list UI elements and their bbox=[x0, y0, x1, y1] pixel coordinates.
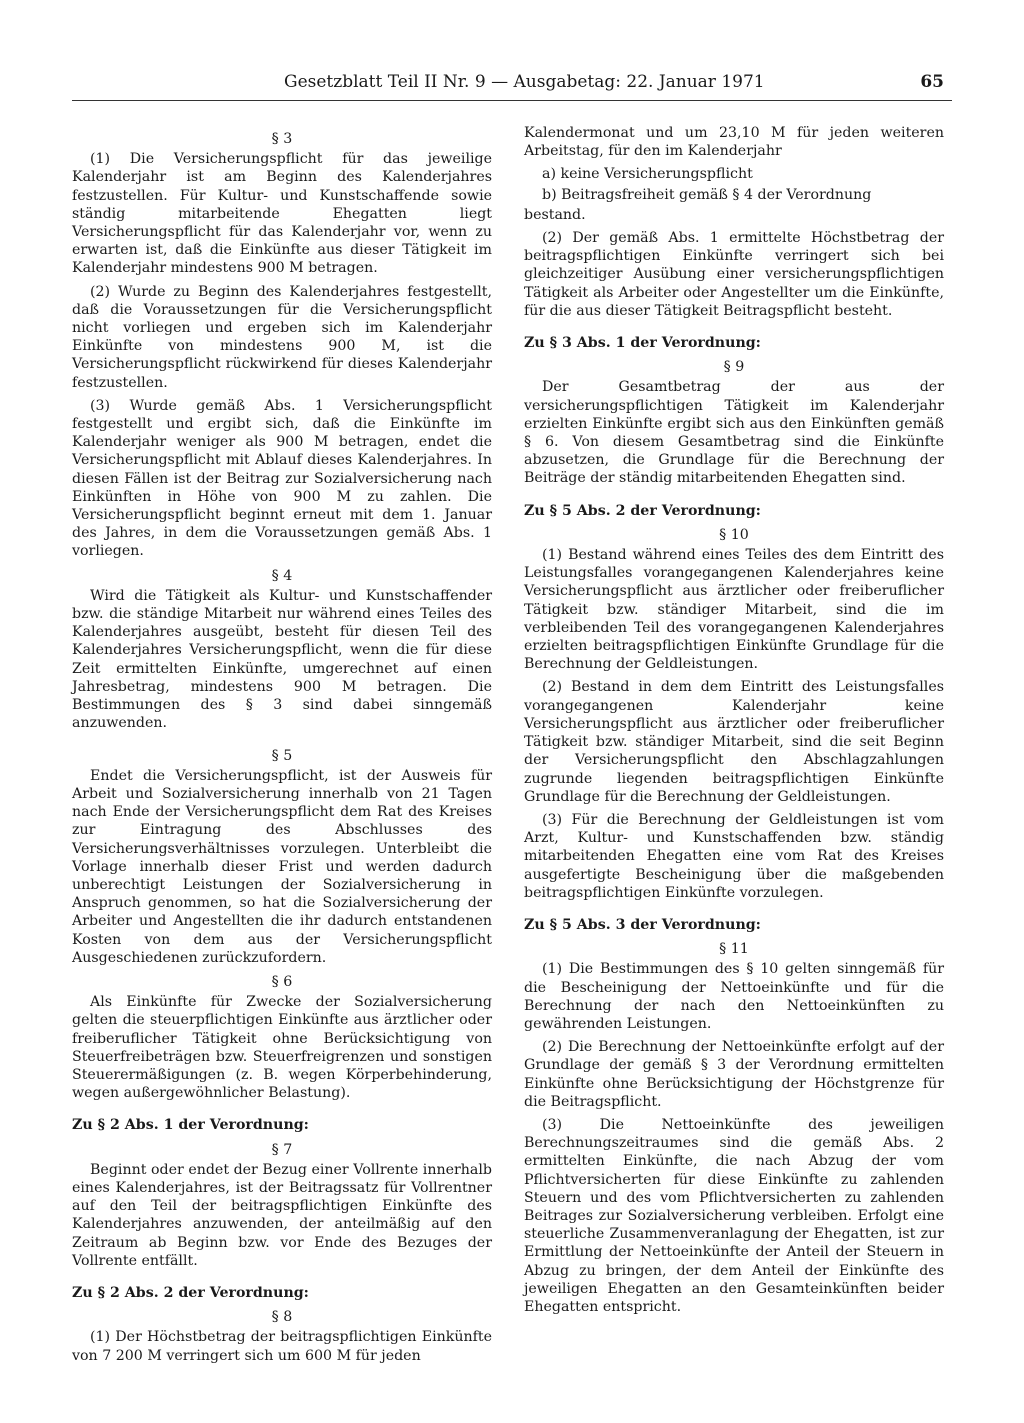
section-heading: § 5 bbox=[271, 747, 293, 764]
section-heading: § 7 bbox=[271, 1141, 293, 1158]
section-heading: § 11 bbox=[719, 941, 749, 958]
page-title: Gesetzblatt Teil II Nr. 9 — Ausgabetag: 22. Januar 1971 bbox=[284, 72, 765, 92]
paragraph: (3) Wurde gemäß Abs. 1 Versicherungspflicht festgestellt und ergibt sich, daß die Einkünfte im Kalenderjahr weniger als 900 M betragen, endet die Versicherungspflicht mit Ablauf dieses Kalenderjahres. In diesen Fällen ist der Beitrag zur Sozialversicherung nach Einkünften in Höhe von 900 M zu zahlen. Die Versicherungspflicht beginnt erneut mit dem 1. Januar des Jahres, in dem die Voraussetzungen gemäß Abs. 1 vorliegen. bbox=[72, 397, 492, 560]
subheading: Zu § 5 Abs. 2 der Verordnung: bbox=[524, 502, 761, 519]
paragraph: bestand. bbox=[524, 206, 586, 223]
section-heading: § 9 bbox=[723, 359, 745, 376]
subheading: Zu § 2 Abs. 2 der Verordnung: bbox=[72, 1284, 309, 1301]
section-heading: § 3 bbox=[271, 131, 293, 147]
paragraph: Endet die Versicherungspflicht, ist der Ausweis für Arbeit und Sozialversicherung innerhalb von 21 Tagen nach Ende der Versicherungspflicht dem Rat des Kreises zur Eintragung des Abschlusses des Versicherungsverhältnisses vorzulegen. Unterbleibt die Vorlage innerhalb dieser Frist und werden dadurch unberechtigt Leistungen der Sozialversicherung in Anspruch genommen, so hat die Sozialversicherung der Arbeiter und Angestellten die ihr dadurch entstandenen Kosten von dem aus der Versicherungspflicht Ausgeschiedenen zurückzufordern. bbox=[72, 767, 492, 966]
paragraph: (2) Bestand in dem dem Eintritt des Leistungsfalles vorangegangenen Kalenderjahr keine Versicherungspflicht aus ärztlicher oder freiberuflicher Tätigkeit bzw. ständiger Mitarbeit, sind die seit Beginn der Versicherungspflicht den Abschlagzahlungen zugrunde liegenden beitragspflichtigen Einkünfte Grundlage für die Berechnung der Geldleistungen. bbox=[524, 679, 944, 805]
paragraph: Als Einkünfte für Zwecke der Sozialversicherung gelten die steuerpflichtigen Einkünfte aus ärztlicher oder freiberuflicher Tätigkeit ohne Berücksichtigung von Steuerfreibeträgen bzw. Steuerfreigrenzen und sonstigen Steuerermäßigungen (z. B. wegen Körperbehinderung, wegen außergewöhnlicher Belastung). bbox=[72, 994, 492, 1102]
left-column bbox=[72, 124, 492, 1364]
section-heading: § 10 bbox=[719, 526, 749, 543]
section-heading: § 8 bbox=[271, 1309, 293, 1326]
paragraph: Kalendermonat und um 23,10 M für jeden weiteren Arbeitstag, für den im Kalenderjahr bbox=[524, 125, 944, 160]
paragraph: Wird die Tätigkeit als Kultur- und Kunstschaffender bzw. die ständige Mitarbeit nur während eines Teiles des Kalenderjahres ausgeübt, besteht für diesen Teil des Kalenderjahres Versicherungspflicht, wenn die für diese Zeit ermittelten Einkünfte, umgerechnet auf einen Jahresbetrag, mindestens 900 M betragen. Die Bestimmungen des § 3 sind dabei sinngemäß anzuwenden. bbox=[72, 587, 492, 732]
subheading: Zu § 2 Abs. 1 der Verordnung: bbox=[72, 1117, 309, 1134]
paragraph: (2) Wurde zu Beginn des Kalenderjahres festgestellt, daß die Voraussetzungen für die Versicherungspflicht nicht vorliegen und ergeben sich im Kalenderjahr Einkünfte von mindestens 900 M, ist die Versicherungspflicht rückwirkend für dieses Kalenderjahr festzustellen. bbox=[72, 283, 492, 391]
paragraph: (2) Der gemäß Abs. 1 ermittelte Höchstbetrag der beitragspflichtigen Einkünfte verringert sich bei gleichzeitiger Ausübung einer versicherungspflichtigen Tätigkeit als Arbeiter oder Angestellter um die Einkünfte, für die aus dieser Tätigkeit Beitragspflicht besteht. bbox=[524, 230, 944, 319]
header-rule bbox=[72, 100, 952, 101]
paragraph: (2) Die Berechnung der Nettoeinkünfte erfolgt auf der Grundlage der gemäß § 3 der Verordnung ermittelten Einkünfte ohne Berücksichtigung der Höchstgrenze für die Beitragspflicht. bbox=[524, 1039, 944, 1110]
paragraph: (1) Die Versicherungspflicht für das jeweilige Kalenderjahr ist am Beginn des Kalenderjahres festzustellen. Für Kultur- und Kunstschaffende sowie ständig mitarbeitende Ehegatten liegt Versicherungspflicht für das Kalenderjahr vor, wenn zu erwarten ist, daß die Einkünfte aus dieser Tätigkeit im Kalenderjahr mindestens 900 M betragen. bbox=[72, 151, 492, 277]
page-number: 65 bbox=[920, 72, 944, 92]
subheading: Zu § 5 Abs. 3 der Verordnung: bbox=[524, 916, 761, 933]
list-item: a) keine Versicherungspflicht bbox=[542, 166, 753, 183]
section-heading: § 6 bbox=[271, 973, 293, 990]
paragraph: (1) Bestand während eines Teiles des dem Eintritt des Leistungsfalles vorangegangenen Kalenderjahres keine Versicherungspflicht aus ärztlicher oder freiberuflicher Tätigkeit bzw. ständiger Mitarbeit, sind die im verbleibenden Teil des vorangegangenen Kalenderjahres erzielten beitragspflichtigen Einkünfte Grundlage für die Berechnung der Geldleistungen. bbox=[524, 547, 944, 673]
paragraph: Der Gesamtbetrag der aus der versicherungspflichtigen Tätigkeit im Kalenderjahr erzielten Einkünfte ergibt sich aus den Einkünften gemäß § 6. Von diesem Gesamtbetrag sind die Einkünfte abzusetzen, die Grundlage für die Berechnung der Beiträge der ständig mitarbeitenden Ehegatten sind. bbox=[524, 379, 944, 487]
right-column bbox=[524, 124, 944, 1354]
paragraph: (1) Die Bestimmungen des § 10 gelten sinngemäß für die Bescheinigung der Nettoeinkünfte und für die Berechnung der nach den Nettoeinkünften zu gewährenden Leistungen. bbox=[524, 961, 944, 1032]
section-heading: § 4 bbox=[271, 567, 293, 584]
paragraph: (1) Der Höchstbetrag der beitragspflichtigen Einkünfte von 7 200 M verringert sich um 600 M für jeden bbox=[72, 1329, 492, 1364]
paragraph: (3) Für die Berechnung der Geldleistungen ist vom Arzt, Kultur- und Kunstschaffenden bzw. ständig mitarbeitenden Ehegatten eine vom Rat des Kreises ausgefertigte Bescheinigung über die maßgebenden beitragspflichtigen Einkünfte vorzulegen. bbox=[524, 811, 944, 901]
subheading: Zu § 3 Abs. 1 der Verordnung: bbox=[524, 335, 761, 352]
list-item: b) Beitragsfreiheit gemäß § 4 der Verordnung bbox=[542, 186, 872, 203]
page-header bbox=[72, 72, 952, 98]
paragraph: (3) Die Nettoeinkünfte des jeweiligen Berechnungszeitraumes sind die gemäß Abs. 2 ermittelten Einkünfte, die nach Abzug der vom Pflichtversicherten für diese Einkünfte zu zahlenden Steuern und des vom Pflichtversicherten zu zahlenden Beitrages zur Sozialversicherung verbleiben. Erfolgt eine steuerliche Zusammenveranlagung der Ehegatten, ist zur Ermittlung der Nettoeinkünfte der Anteil der Steuern in Abzug zu bringen, der dem Anteil der Einkünfte des jeweiligen Ehegatten an den Gesamteinkünften beider Ehegatten entspricht. bbox=[524, 1116, 944, 1315]
paragraph: Beginnt oder endet der Bezug einer Vollrente innerhalb eines Kalenderjahres, ist der Beitragssatz für Vollrentner auf den Teil der beitragspflichtigen Einkünfte des Kalenderjahres anzuwenden, der anteilmäßig auf den Zeitraum ab Beginn bzw. vor Ende des Bezuges der Vollrente entfällt. bbox=[72, 1161, 492, 1269]
